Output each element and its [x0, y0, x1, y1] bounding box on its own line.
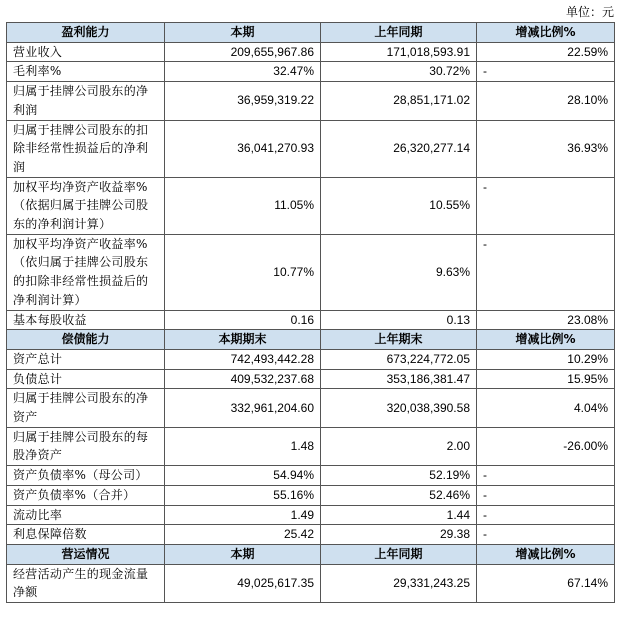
change-cell: 10.29%	[477, 349, 615, 369]
change-cell: -26.00%	[477, 427, 615, 465]
prior-value-cell: 320,038,390.58	[321, 389, 477, 427]
header-cell: 本期期末	[165, 330, 321, 350]
financial-summary-table	[6, 22, 615, 603]
table-row	[7, 310, 615, 330]
header-cell: 上年期末	[321, 330, 477, 350]
current-value-cell: 742,493,442.28	[165, 349, 321, 369]
label-cell: 归属于挂牌公司股东的净利润	[7, 82, 165, 120]
header-cell: 本期	[165, 544, 321, 564]
prior-value-cell: 26,320,277.14	[321, 120, 477, 177]
header-cell: 本期	[165, 23, 321, 43]
table-row	[7, 427, 615, 465]
current-value-cell: 54.94%	[165, 466, 321, 486]
section-header-row	[7, 544, 615, 564]
table-row	[7, 564, 615, 602]
section-header-row	[7, 330, 615, 350]
label-cell: 归属于挂牌公司股东的扣除非经常性损益后的净利润	[7, 120, 165, 177]
current-value-cell: 49,025,617.35	[165, 564, 321, 602]
label-cell: 营业收入	[7, 42, 165, 62]
label-cell: 利息保障倍数	[7, 525, 165, 545]
prior-value-cell: 29,331,243.25	[321, 564, 477, 602]
section-header-row	[7, 23, 615, 43]
prior-value-cell: 673,224,772.05	[321, 349, 477, 369]
header-cell: 增减比例%	[477, 544, 615, 564]
header-cell: 营运情况	[7, 544, 165, 564]
current-value-cell: 332,961,204.60	[165, 389, 321, 427]
current-value-cell: 55.16%	[165, 485, 321, 505]
unit-label: 单位：元	[565, 5, 614, 19]
header-cell: 偿债能力	[7, 330, 165, 350]
prior-value-cell: 29.38	[321, 525, 477, 545]
header-cell: 盈利能力	[7, 23, 165, 43]
label-cell: 归属于挂牌公司股东的每股净资产	[7, 427, 165, 465]
prior-value-cell: 52.46%	[321, 485, 477, 505]
prior-value-cell: 0.13	[321, 310, 477, 330]
change-cell: 4.04%	[477, 389, 615, 427]
table-row	[7, 389, 615, 427]
prior-value-cell: 1.44	[321, 505, 477, 525]
prior-value-cell: 353,186,381.47	[321, 369, 477, 389]
label-cell: 毛利率%	[7, 62, 165, 82]
prior-value-cell: 52.19%	[321, 466, 477, 486]
change-cell: 28.10%	[477, 82, 615, 120]
prior-value-cell: 2.00	[321, 427, 477, 465]
current-value-cell: 10.77%	[165, 234, 321, 310]
label-cell: 加权平均净资产收益率%（依据归属于挂牌公司股东的净利润计算）	[7, 177, 165, 234]
table-row	[7, 505, 615, 525]
change-cell: 15.95%	[477, 369, 615, 389]
header-cell: 增减比例%	[477, 23, 615, 43]
table-row	[7, 525, 615, 545]
change-cell: -	[477, 525, 615, 545]
label-cell: 资产负债率%（合并）	[7, 485, 165, 505]
current-value-cell: 11.05%	[165, 177, 321, 234]
current-value-cell: 0.16	[165, 310, 321, 330]
table-row	[7, 120, 615, 177]
table-row	[7, 485, 615, 505]
change-cell: -	[477, 505, 615, 525]
change-cell: 67.14%	[477, 564, 615, 602]
prior-value-cell: 28,851,171.02	[321, 82, 477, 120]
table-row	[7, 82, 615, 120]
current-value-cell: 32.47%	[165, 62, 321, 82]
prior-value-cell: 9.63%	[321, 234, 477, 310]
current-value-cell: 25.42	[165, 525, 321, 545]
label-cell: 归属于挂牌公司股东的净资产	[7, 389, 165, 427]
current-value-cell: 209,655,967.86	[165, 42, 321, 62]
header-cell: 上年同期	[321, 23, 477, 43]
table-row	[7, 42, 615, 62]
change-cell: -	[477, 485, 615, 505]
label-cell: 资产总计	[7, 349, 165, 369]
table-row	[7, 369, 615, 389]
table-row	[7, 349, 615, 369]
header-cell: 增减比例%	[477, 330, 615, 350]
table-row	[7, 62, 615, 82]
table-row	[7, 177, 615, 234]
prior-value-cell: 171,018,593.91	[321, 42, 477, 62]
label-cell: 经营活动产生的现金流量净额	[7, 564, 165, 602]
change-cell: -	[477, 466, 615, 486]
change-cell: -	[477, 62, 615, 82]
label-cell: 流动比率	[7, 505, 165, 525]
label-cell: 基本每股收益	[7, 310, 165, 330]
header-cell: 上年同期	[321, 544, 477, 564]
prior-value-cell: 30.72%	[321, 62, 477, 82]
change-cell: 22.59%	[477, 42, 615, 62]
change-cell: -	[477, 234, 615, 310]
label-cell: 负债总计	[7, 369, 165, 389]
change-cell: -	[477, 177, 615, 234]
current-value-cell: 409,532,237.68	[165, 369, 321, 389]
table-row	[7, 466, 615, 486]
current-value-cell: 1.49	[165, 505, 321, 525]
label-cell: 资产负债率%（母公司）	[7, 466, 165, 486]
change-cell: 23.08%	[477, 310, 615, 330]
current-value-cell: 36,041,270.93	[165, 120, 321, 177]
table-row	[7, 234, 615, 310]
change-cell: 36.93%	[477, 120, 615, 177]
prior-value-cell: 10.55%	[321, 177, 477, 234]
label-cell: 加权平均净资产收益率%（依归属于挂牌公司股东的扣除非经常性损益后的净利润计算）	[7, 234, 165, 310]
current-value-cell: 36,959,319.22	[165, 82, 321, 120]
current-value-cell: 1.48	[165, 427, 321, 465]
